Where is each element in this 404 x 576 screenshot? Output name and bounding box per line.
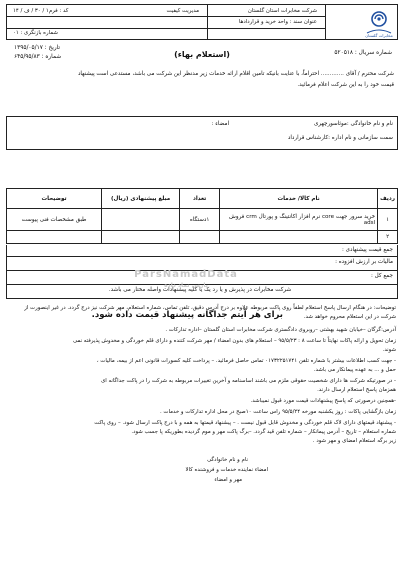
document-header: [6, 4, 398, 40]
col-row: ردیف: [378, 189, 398, 209]
row-item: خرید سرور جهت core نرم افزار اکانتینگ و پورتال crm فروش adsl: [220, 209, 378, 231]
svg-text:مخابرات گلستان: مخابرات گلستان: [365, 33, 393, 38]
watermark-logo: ParsNamadData: [134, 269, 238, 280]
total-label: جمع قیمت پیشنهادی :: [341, 247, 393, 253]
number-field: شماره : ۶۴۵/۹۵/۸۳: [14, 54, 62, 60]
items-table: [6, 188, 398, 244]
note-12: - پیشنهاد قیمتهای دارای لاک قلم خوردگی و مخدوش قابل قبول نیست . – پیشنهاد قیمتها به همه و با درج پاکت ارسال شود. – روی پاکت: [94, 420, 396, 426]
table-row: [7, 231, 398, 244]
note-8: - در صورتیکه شرکت ها دارای شخصیت حقوقی ملزم می باشند اساسنامه و آخرین تغییرات مربوطه به شرکت را در پاکت جداگانه ای: [101, 378, 396, 384]
table-header-row: [7, 189, 398, 209]
serial-field: شماره سریال : ۵۲۰۵۱۸: [334, 50, 392, 56]
company-logo: [323, 7, 393, 39]
signer-name: نام و نام خانوادگی :موثاسورچهری: [313, 121, 393, 127]
note-2: شرکت در این استعلام محروم خواهد شد.: [303, 314, 396, 320]
table-row: [7, 209, 398, 231]
note-4: زمان تحویل و ارائه پاکات نهایتاً تا ساعت ۸ : ۹۵/۵/۲۳ – استعلام های بدون امضاء / مهر شرکت کننده و دارای قلم خوردگی و مخدوش پذیرفته نمی: [72, 338, 396, 344]
note-11: زمان بازگشایی پاکات : روز یکشنبه مورخه ۹۵/۵/۲۴ راس ساعت ۱۰صبح در محل اداره تدارکات و خدمات .: [160, 409, 396, 415]
note-7: حمل و ... به عهده پیمانکار می باشد.: [313, 367, 396, 373]
form-code: کد : فرم۱ / ۳۰ / ف / ۱۴: [13, 8, 69, 14]
note-3: آدرس:گرگان –خیابان شهید بهشتی –روبروی دادگستری شرکت مخابرات استان گلستان –اداره تدارکات .: [165, 327, 396, 333]
intro-line-1: شرکت محترم / آقای ............. احتراماً، با عنایت بانیکه تامین اقلام ارائه خدمات زیر مدنظر این شرکت می باشد، مستدعی است پیشنهاد: [77, 71, 394, 77]
doc-title: عنوان سند : واحد خرید و قراردادها: [238, 19, 317, 25]
note-6: - جهت کسب اطلاعات بیشتر با شماره تلفن ۰۱۷۳۲۲۵۱۷۴۱ تماس حاصل فرمائید. – پرداخت کلیه کسورات قانونی اعم از بیمه، مالیات ،: [96, 358, 396, 364]
row-qty: [180, 231, 220, 244]
note-13: شماره استعلام – تاریخ – آدرس پیمانکار – شماره تلفن قید گردد. –برگ پاکت مهر و موم گردیده بطوریکه پا جسب شود.: [131, 429, 396, 435]
signer-position: سمت سازمانی و نام اداره :کارشناس قرارداد: [287, 135, 393, 141]
revision-number: شماره بازنگری : ۰۱: [13, 30, 58, 36]
disclaimer-text: شرکت مخابرات در پذیرش و یا رد یک یا کلیه پیشنهادات واصله مختار می باشد.: [108, 287, 292, 293]
col-notes: توضیحات: [7, 189, 102, 209]
row-notes: طبق مشخصات فنی پیوست: [7, 209, 102, 231]
row-qty: ۱دستگاه: [180, 209, 220, 231]
row-number: ۲: [378, 231, 398, 244]
page-title: (استعلام بهاء): [174, 50, 230, 59]
sign-name-label: نام و نام خانوادگی: [207, 457, 248, 463]
col-price: مبلغ پیشنهادی (ریال): [102, 189, 180, 209]
document-page: [6, 4, 398, 572]
date-field: تاریخ : ۱۳۹۵/۰۵/۱۷: [14, 45, 61, 51]
total-row: [6, 245, 398, 257]
watermark-caption: پارس نماد داده: [164, 282, 208, 289]
col-item: نام کالا/ خدمات: [220, 189, 378, 209]
row-number: ۱: [378, 209, 398, 231]
note-10: -همچنین درصورتی که پاسخ پیشنهادات قیمت مورد قبول نمیباشد.: [250, 398, 396, 404]
row-price[interactable]: [102, 209, 180, 231]
note-emphasis: برای هر آیتم جداگانه پیشنهاد قیمت داده شود.: [91, 310, 283, 320]
intro-line-2: قیمت خود را به این شرکت اعلام فرمائید.: [297, 82, 394, 88]
note-9: همزمان پاسخ استعلام ارسال دارند.: [317, 387, 396, 393]
grand-total-label: جمع کل :: [370, 273, 393, 279]
note-14: زیر برگه استعلام امضای و مهر شود .: [312, 438, 396, 444]
vat-label: مالیات بر ارزش افزوده :: [335, 259, 393, 265]
row-price[interactable]: [102, 231, 180, 244]
signer-box: [6, 116, 398, 150]
company-name: شرکت مخابرات استان گلستان: [247, 8, 317, 14]
signer-signature: امضاء :: [211, 121, 229, 127]
unit-name: مدیریت کیفیت: [166, 8, 199, 14]
col-qty: تعداد: [180, 189, 220, 209]
row-notes: [7, 231, 102, 244]
note-1: توضیحات: در هنگام ارسال پاسخ استعلام لطفاً روی پاکت مربوطه علاوه بر درج آدرس دقیق، تلفن تماس، شماره استعلام، مهر شرکت نیز درج گردد. در غیر اینصورت از: [24, 305, 396, 311]
sign-rep-label: امضاء نماینده خدمات و فروشنده کالا: [185, 467, 268, 473]
note-5: شوند.: [382, 347, 396, 353]
row-item: [220, 231, 378, 244]
sign-stamp-label: مهر و امضاء: [214, 477, 242, 483]
